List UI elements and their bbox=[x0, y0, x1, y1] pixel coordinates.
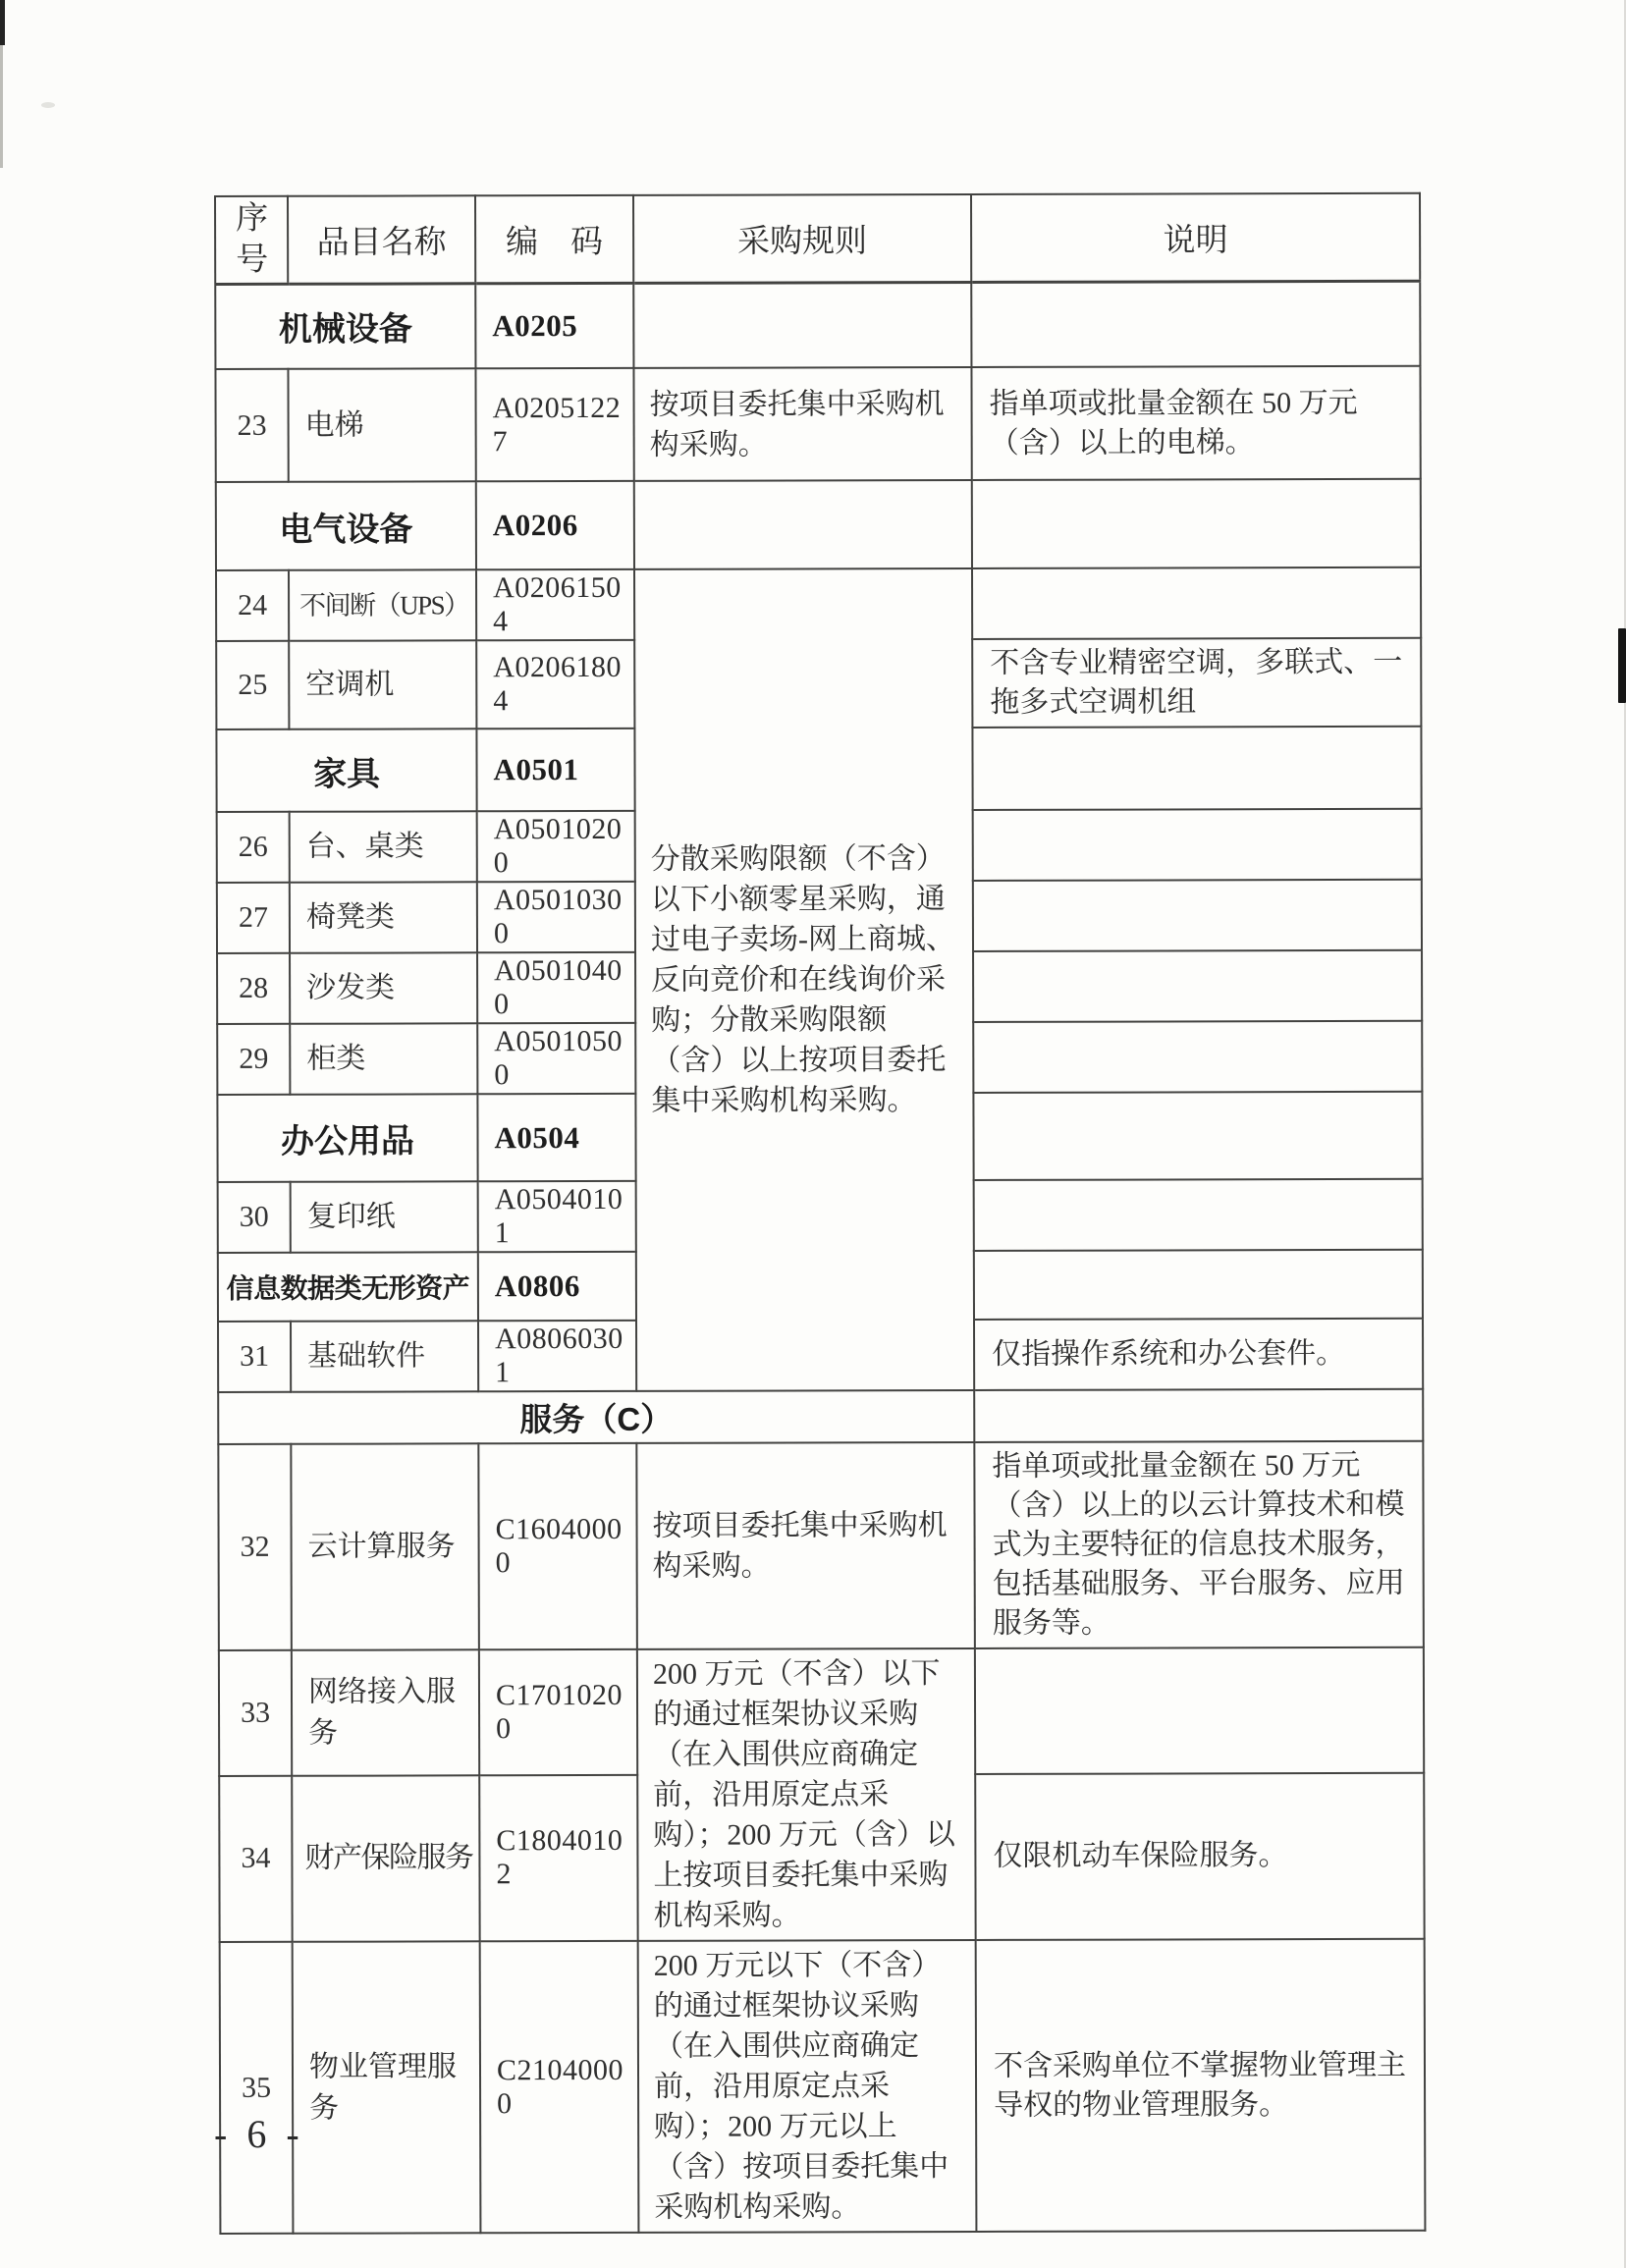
row-index-cell: 27 bbox=[217, 883, 290, 953]
column-header-code: 编 码 bbox=[475, 195, 633, 283]
row-index-cell: 28 bbox=[217, 953, 290, 1024]
scan-artifact-right-mark bbox=[1618, 628, 1626, 703]
note-cell bbox=[972, 727, 1421, 810]
note-cell bbox=[972, 479, 1421, 568]
procurement-rule-cell bbox=[634, 480, 972, 569]
note-cell bbox=[971, 281, 1420, 367]
item-name-cell: 沙发类 bbox=[290, 952, 477, 1023]
group-code-cell: A0206 bbox=[476, 481, 634, 569]
note-cell: 仅限机动车保险服务。 bbox=[975, 1773, 1424, 1940]
note-cell: 仅指操作系统和办公套件。 bbox=[974, 1319, 1423, 1390]
item-code-cell: C16040000 bbox=[478, 1443, 637, 1649]
item-name-cell: 云计算服务 bbox=[291, 1443, 479, 1649]
column-header-note: 说明 bbox=[971, 193, 1420, 282]
item-name-cell: 网络接入服务 bbox=[292, 1649, 479, 1775]
item-code-cell: C17010200 bbox=[479, 1649, 637, 1775]
row-index-cell: 24 bbox=[216, 570, 289, 641]
group-name-cell: 家具 bbox=[216, 729, 476, 812]
item-code-cell: C21040000 bbox=[480, 1941, 639, 2233]
row-index-cell: 29 bbox=[217, 1024, 290, 1095]
row-index-cell: 31 bbox=[218, 1322, 291, 1392]
item-name-cell: 不间断（UPS） bbox=[289, 569, 476, 640]
procurement-catalog-table-wrap bbox=[214, 192, 1424, 2235]
group-name-cell: 信息数据类无形资产 bbox=[218, 1252, 478, 1322]
row-index-cell: 25 bbox=[216, 641, 289, 729]
group-code-cell: A0504 bbox=[477, 1094, 635, 1181]
item-name-cell: 台、桌类 bbox=[290, 811, 477, 882]
section-title-cell: 服务（C） bbox=[218, 1390, 974, 1444]
column-header-index: 序号 bbox=[215, 196, 288, 284]
item-code-cell: A08060301 bbox=[478, 1321, 636, 1391]
row-index-cell: 35 bbox=[220, 1942, 294, 2234]
header-row bbox=[215, 193, 1420, 284]
item-name-cell: 椅凳类 bbox=[290, 882, 477, 952]
note-cell bbox=[973, 809, 1422, 881]
table-row bbox=[216, 479, 1421, 570]
page-number: - 6 - bbox=[214, 2112, 304, 2156]
item-name-cell: 复印纸 bbox=[291, 1181, 478, 1252]
item-code-cell: A05010200 bbox=[477, 811, 635, 882]
procurement-rule-cell: 按项目委托集中采购机构采购。 bbox=[633, 367, 971, 481]
group-name-cell: 办公用品 bbox=[217, 1094, 477, 1182]
group-code-cell: A0205 bbox=[475, 283, 633, 368]
procurement-rule-cell: 分散采购限额（不含）以下小额零星采购，通过电子卖场-网上商城、反向竞价和在线询价采购；分散采购限额（含）以上按项目委托集中采购机构采购。 bbox=[634, 568, 974, 1391]
note-cell bbox=[972, 567, 1421, 639]
group-code-cell: A0806 bbox=[478, 1252, 636, 1321]
item-code-cell: A05040101 bbox=[478, 1181, 636, 1252]
table-row bbox=[215, 281, 1420, 369]
table-row bbox=[216, 567, 1421, 641]
item-name-cell: 财产保险服务 bbox=[292, 1775, 479, 1942]
item-name-cell: 物业管理服务 bbox=[293, 1941, 481, 2233]
column-header-name: 品目名称 bbox=[288, 195, 475, 283]
note-cell bbox=[973, 880, 1422, 951]
scan-artifact-smudge bbox=[41, 102, 55, 108]
item-code-cell: C18040102 bbox=[479, 1775, 637, 1942]
item-code-cell: A02051227 bbox=[475, 368, 633, 481]
item-name-cell: 基础软件 bbox=[291, 1321, 478, 1391]
note-cell bbox=[974, 1179, 1423, 1251]
item-code-cell: A05010400 bbox=[477, 952, 635, 1023]
row-index-cell: 33 bbox=[219, 1650, 292, 1776]
item-name-cell: 柜类 bbox=[290, 1023, 477, 1094]
item-code-cell: A05010300 bbox=[477, 882, 635, 952]
note-cell: 指单项或批量金额在 50 万元（含）以上的电梯。 bbox=[971, 366, 1420, 480]
table-row bbox=[218, 1389, 1423, 1444]
column-header-rule: 采购规则 bbox=[633, 194, 971, 283]
row-index-cell: 32 bbox=[218, 1444, 292, 1650]
row-index-cell: 23 bbox=[215, 369, 288, 482]
item-code-cell: A05010500 bbox=[477, 1023, 635, 1094]
group-name-cell: 机械设备 bbox=[215, 283, 475, 369]
procurement-rule-cell bbox=[633, 282, 971, 368]
table-row bbox=[218, 1441, 1424, 1650]
note-cell bbox=[975, 1647, 1424, 1774]
table-row bbox=[215, 366, 1420, 482]
row-index-cell: 30 bbox=[218, 1182, 291, 1253]
note-cell: 指单项或批量金额在 50 万元（含）以上的以云计算技术和模式为主要特征的信息技术服务，包括基础服务、平台服务、应用服务等。 bbox=[974, 1441, 1424, 1648]
procurement-rule-cell: 200 万元（不含）以下的通过框架协议采购（在入围供应商确定前，沿用原定点采购）；200 万元（含）以上按项目委托集中采购机构采购。 bbox=[637, 1648, 976, 1941]
note-cell bbox=[974, 1389, 1423, 1442]
item-name-cell: 电梯 bbox=[288, 368, 475, 481]
procurement-rule-cell: 200 万元以下（不含）的通过框架协议采购（在入围供应商确定前，沿用原定点采购）；200 万元以上（含）按项目委托集中采购机构采购。 bbox=[638, 1940, 977, 2233]
note-cell bbox=[973, 1092, 1422, 1180]
table-row bbox=[220, 1939, 1426, 2234]
scan-artifact-left-edge bbox=[0, 45, 3, 168]
note-cell bbox=[974, 1250, 1423, 1320]
row-index-cell: 26 bbox=[217, 812, 290, 883]
scan-artifact-left-mark bbox=[0, 0, 5, 45]
note-cell: 不含采购单位不掌握物业管理主导权的物业管理服务。 bbox=[976, 1939, 1426, 2232]
group-code-cell: A0501 bbox=[476, 729, 634, 811]
procurement-catalog-table bbox=[214, 192, 1426, 2235]
group-name-cell: 电气设备 bbox=[216, 481, 476, 570]
item-name-cell: 空调机 bbox=[289, 640, 476, 729]
table-row bbox=[219, 1647, 1424, 1776]
item-code-cell: A02061504 bbox=[476, 569, 634, 640]
note-cell bbox=[973, 950, 1422, 1022]
procurement-rule-cell: 按项目委托集中采购机构采购。 bbox=[636, 1442, 975, 1649]
row-index-cell: 34 bbox=[219, 1776, 292, 1942]
note-cell: 不含专业精密空调，多联式、一拖多式空调机组 bbox=[972, 638, 1421, 728]
item-code-cell: A02061804 bbox=[476, 640, 634, 729]
note-cell bbox=[973, 1021, 1422, 1093]
